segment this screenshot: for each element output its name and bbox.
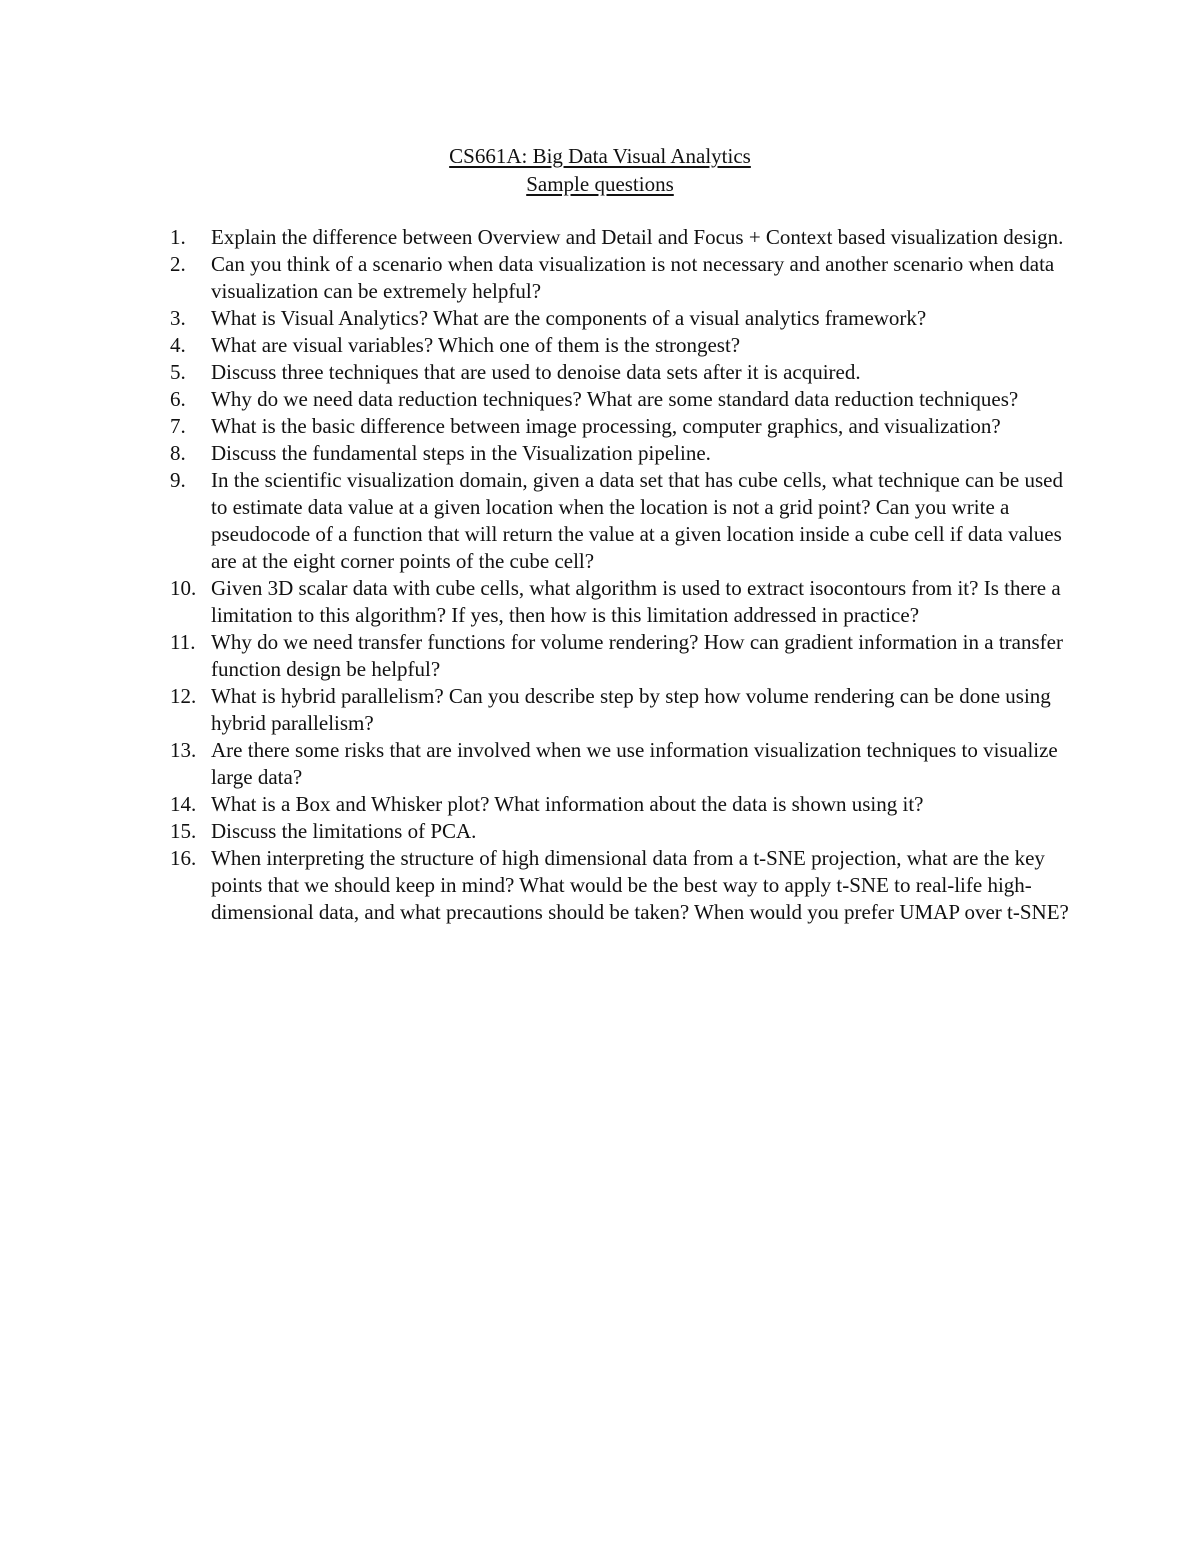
question-number: 6. bbox=[170, 387, 186, 411]
question-number: 16. bbox=[170, 846, 197, 870]
question-item bbox=[170, 332, 1070, 359]
question-item bbox=[170, 737, 1070, 791]
document-title: CS661A: Big Data Visual Analytics bbox=[449, 144, 751, 168]
question-text: What are visual variables? Which one of them is the strongest? bbox=[211, 333, 741, 357]
question-text: What is the basic difference between image processing, computer graphics, and visualization? bbox=[211, 414, 1001, 438]
question-text: Why do we need transfer functions for volume rendering? How can gradient information in a transfer function design be helpful? bbox=[211, 630, 1063, 681]
question-item bbox=[170, 386, 1070, 413]
question-item bbox=[170, 440, 1070, 467]
question-number: 14. bbox=[170, 792, 197, 816]
question-number: 10. bbox=[170, 576, 197, 600]
document-subtitle: Sample questions bbox=[526, 172, 674, 196]
question-number: 5. bbox=[170, 360, 186, 384]
question-text: Discuss three techniques that are used to denoise data sets after it is acquired. bbox=[211, 360, 861, 384]
question-number: 11. bbox=[170, 630, 196, 654]
question-number: 1. bbox=[170, 225, 186, 249]
question-text: Can you think of a scenario when data visualization is not necessary and another scenario when data visualization can be extremely helpful? bbox=[211, 252, 1055, 303]
question-text: Discuss the fundamental steps in the Visualization pipeline. bbox=[211, 441, 711, 465]
question-item bbox=[170, 359, 1070, 386]
question-item bbox=[170, 413, 1070, 440]
question-item bbox=[170, 683, 1070, 737]
question-text: Why do we need data reduction techniques? What are some standard data reduction techniques? bbox=[211, 387, 1019, 411]
question-number: 4. bbox=[170, 333, 186, 357]
question-text: What is a Box and Whisker plot? What information about the data is shown using it? bbox=[211, 792, 924, 816]
question-number: 3. bbox=[170, 306, 186, 330]
question-item bbox=[170, 818, 1070, 845]
question-list bbox=[170, 224, 1070, 926]
title-block bbox=[0, 142, 1200, 198]
question-number: 12. bbox=[170, 684, 197, 708]
question-number: 7. bbox=[170, 414, 186, 438]
question-number: 8. bbox=[170, 441, 186, 465]
question-text: What is hybrid parallelism? Can you describe step by step how volume rendering can be done using hybrid parallelism? bbox=[211, 684, 1051, 735]
question-number: 9. bbox=[170, 468, 186, 492]
question-item bbox=[170, 251, 1070, 305]
question-number: 13. bbox=[170, 738, 197, 762]
question-item bbox=[170, 305, 1070, 332]
question-item bbox=[170, 224, 1070, 251]
question-text: Given 3D scalar data with cube cells, what algorithm is used to extract isocontours from it? Is there a limitation to this algorithm? If yes, then how is this limitation addressed in practice? bbox=[211, 576, 1061, 627]
question-number: 15. bbox=[170, 819, 197, 843]
question-text: In the scientific visualization domain, given a data set that has cube cells, what technique can be used to estimate data value at a given location when the location is not a grid point? Can you write a pseudocode of a function that will return the value at a given location inside a cube cell if data values are at the eight corner points of the cube cell? bbox=[211, 468, 1063, 573]
question-text: Explain the difference between Overview and Detail and Focus + Context based visualization design. bbox=[211, 225, 1064, 249]
question-item bbox=[170, 845, 1070, 926]
question-item bbox=[170, 791, 1070, 818]
question-item bbox=[170, 629, 1070, 683]
question-item bbox=[170, 467, 1070, 575]
question-item bbox=[170, 575, 1070, 629]
question-number: 2. bbox=[170, 252, 186, 276]
question-text: Discuss the limitations of PCA. bbox=[211, 819, 477, 843]
question-text: What is Visual Analytics? What are the components of a visual analytics framework? bbox=[211, 306, 927, 330]
question-text: When interpreting the structure of high dimensional data from a t-SNE projection, what are the key points that we should keep in mind? What would be the best way to apply t-SNE to real-life high-dimensional data, and what precautions should be taken? When would you prefer UMAP over t-SNE? bbox=[211, 846, 1069, 924]
question-text: Are there some risks that are involved when we use information visualization techniques to visualize large data? bbox=[211, 738, 1058, 789]
